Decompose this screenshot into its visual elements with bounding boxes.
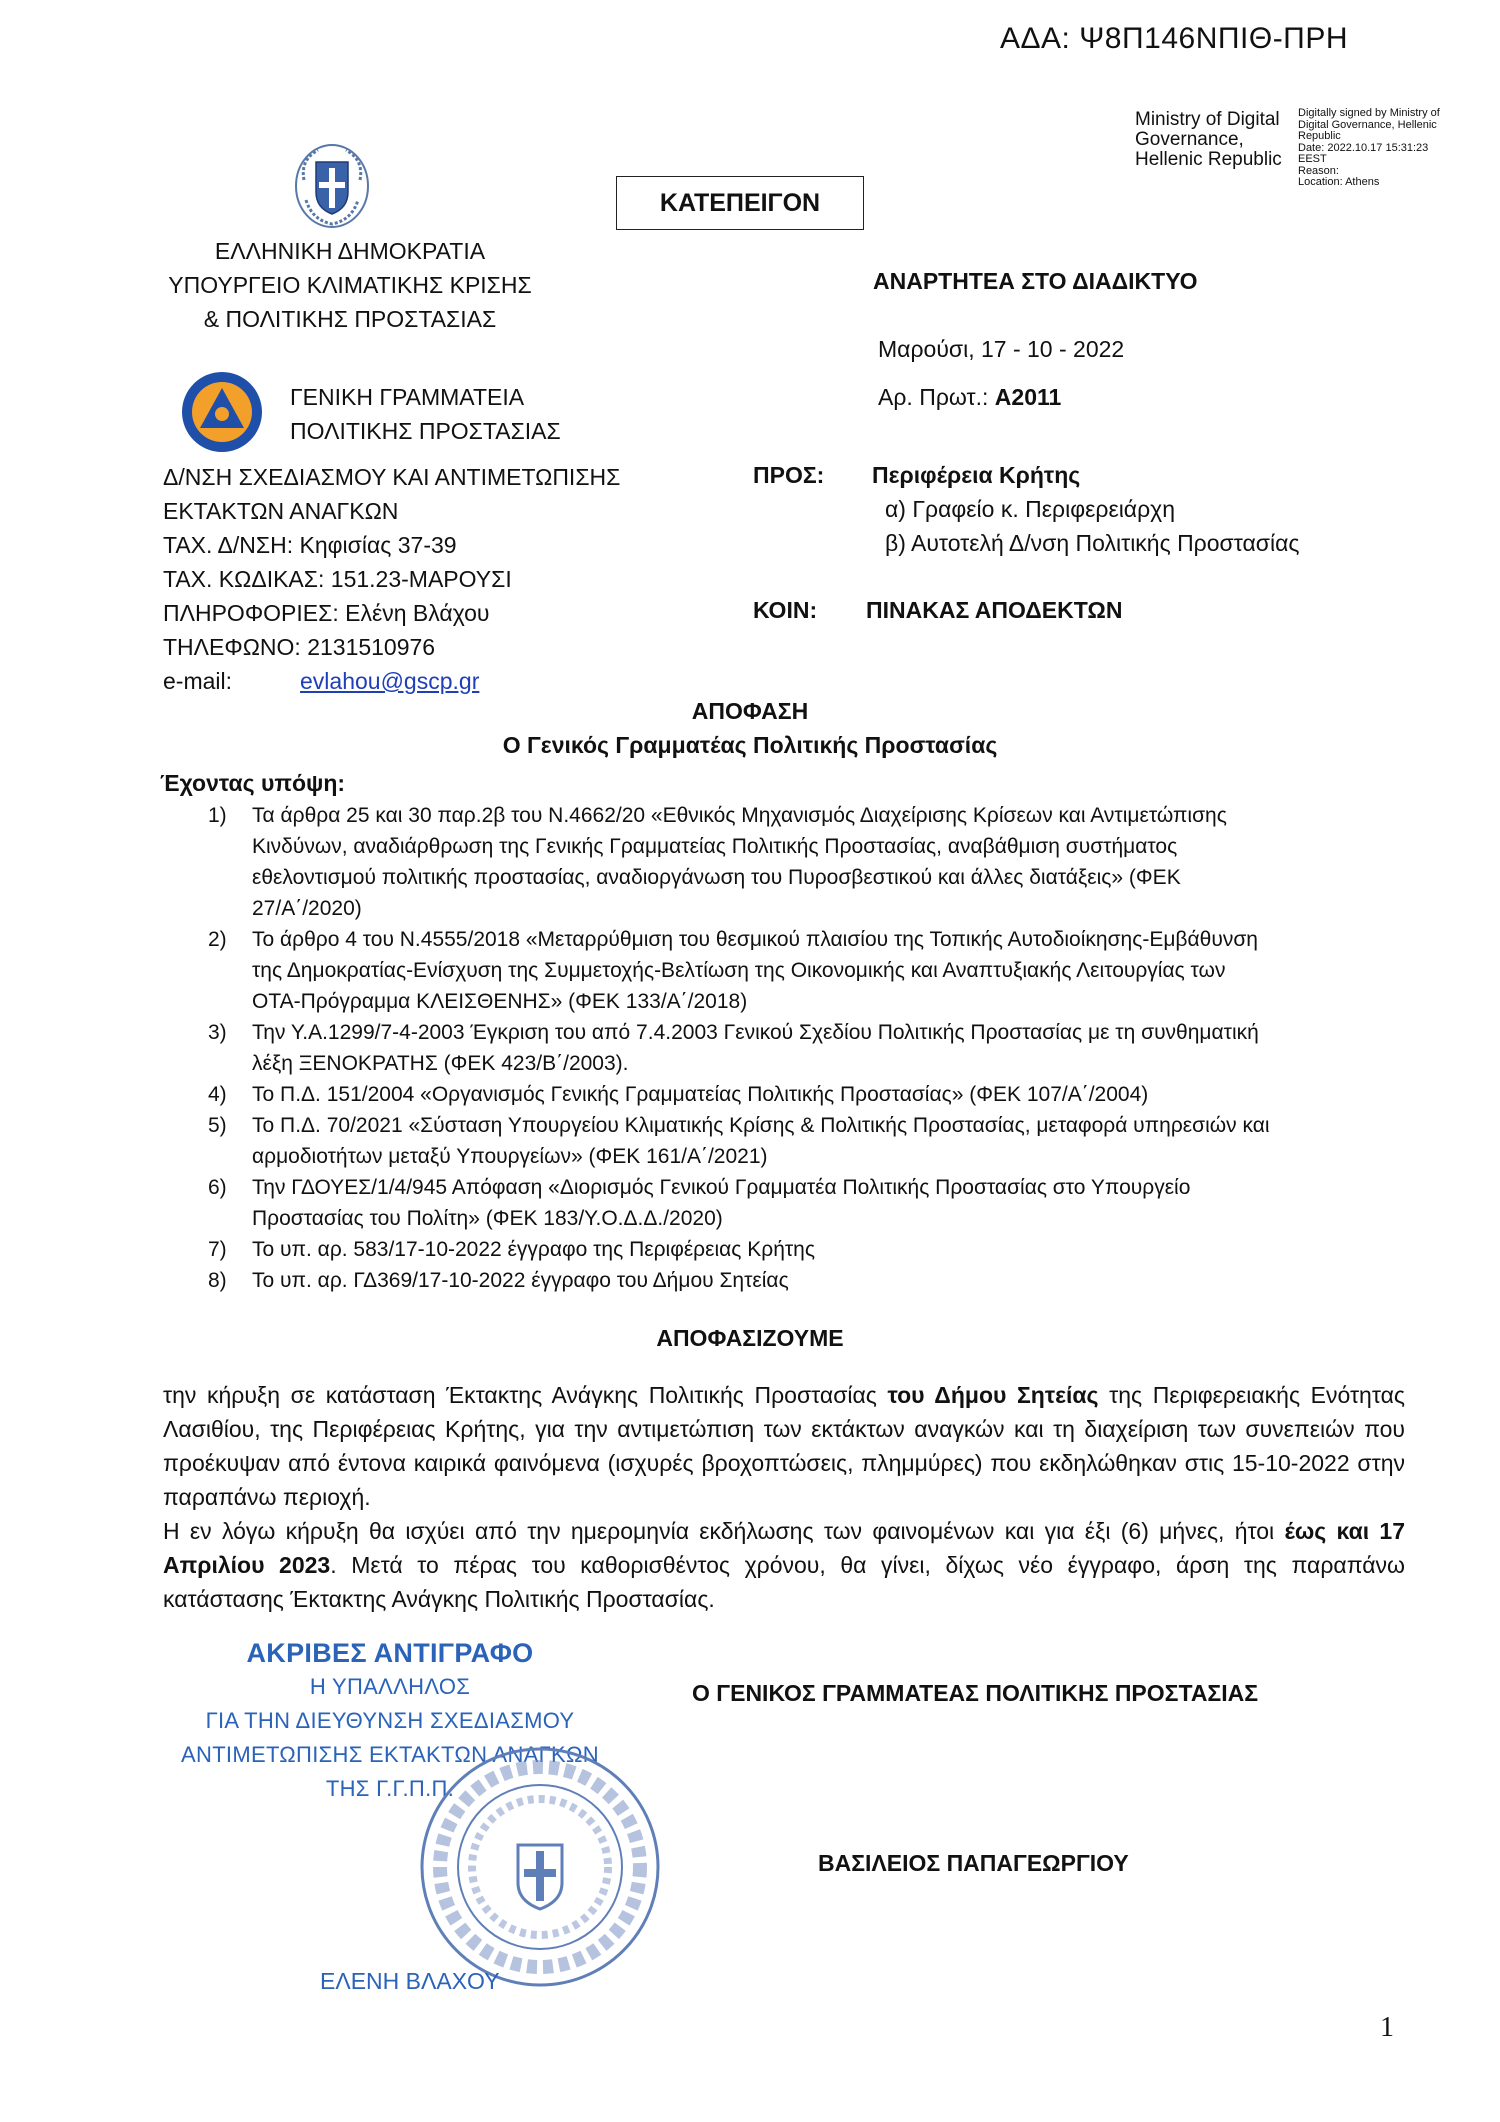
list-number: 6)	[208, 1176, 227, 1199]
to-recipient-a: α) Γραφείο κ. Περιφερειάρχη	[885, 496, 1176, 522]
to-recipient: Περιφέρεια Κρήτης	[872, 462, 1081, 488]
list-line: της Δημοκρατίας-Ενίσχυση της Συμμετοχής-Βελτίωση της Οικονομικής και Αναπτυξιακής Λειτουργίας των	[252, 959, 1226, 982]
koin-value: ΠΙΝΑΚΑΣ ΑΠΟΔΕΚΤΩΝ	[866, 597, 1123, 623]
signature-detail: Digital Governance, Hellenic	[1298, 118, 1437, 131]
signer-title: Ο ΓΕΝΙΚΟΣ ΓΡΑΜΜΑΤΕΑΣ ΠΟΛΙΤΙΚΗΣ ΠΡΟΣΤΑΣΙΑΣ	[692, 1680, 1259, 1706]
digital-signature-signer	[1135, 110, 1282, 170]
sender-line: ΤΑΧ. ΚΩΔΙΚΑΣ: 151.23-ΜΑΡΟΥΣΙ	[163, 566, 512, 592]
signer-name: ΒΑΣΙΛΕΙΟΣ ΠΑΠΑΓΕΩΡΓΙΟΥ	[818, 1850, 1129, 1876]
date-line: Μαρούσι, 17 - 10 - 2022	[878, 336, 1125, 362]
urgent-label: ΚΑΤΕΠΕΙΓΟΝ	[616, 176, 864, 230]
list-item	[160, 1265, 1410, 1296]
stamp-line: ΤΗΣ Γ.Γ.Π.Π.	[325, 1776, 455, 1801]
page-number: 1	[1380, 2012, 1394, 2043]
list-line: Το υπ. αρ. 583/17-10-2022 έγγραφο της Περιφέρειας Κρήτης	[252, 1238, 815, 1261]
list-item	[160, 1110, 1410, 1172]
signature-detail: Reason:	[1298, 164, 1339, 177]
ministry-line: ΥΠΟΥΡΓΕΙΟ ΚΛΙΜΑΤΙΚΗΣ ΚΡΙΣΗΣ	[168, 272, 532, 298]
signature-detail: Location: Athens	[1298, 176, 1380, 188]
gen-sec-line: ΠΟΛΙΤΙΚΗΣ ΠΡΟΣΤΑΣΙΑΣ	[290, 418, 561, 444]
text-run: Η εν λόγω κήρυξη θα ισχύει από την ημερομηνία εκδήλωσης των φαινομένων και για έξι (6) μήνες, ήτοι	[163, 1518, 1285, 1544]
sender-line: ΤΗΛΕΦΩΝΟ: 2131510976	[163, 634, 436, 660]
list-number: 4)	[208, 1083, 227, 1106]
sender-block	[163, 460, 620, 698]
list-line: Το Π.Δ. 70/2021 «Σύσταση Υπουργείου Κλιματικής Κρίσης & Πολιτικής Προστασίας, μεταφορά υπηρεσιών και	[252, 1114, 1270, 1137]
list-line: Κινδύνων, αναδιάρθρωση της Γενικής Γραμματείας Πολιτικής Προστασίας, αναβάθμιση συστήματος	[252, 835, 1178, 858]
stamp-line: Η ΥΠΑΛΛΗΛΟΣ	[309, 1674, 471, 1699]
signature-detail: Republic	[1298, 130, 1341, 142]
considerations-list	[160, 800, 1410, 1296]
list-number: 7)	[208, 1238, 227, 1261]
sender-line: ΤΑΧ. Δ/ΝΣΗ: Κηφισίας 37-39	[163, 532, 457, 558]
list-line: Το άρθρο 4 του Ν.4555/2018 «Μεταρρύθμιση του θεσμικού πλαισίου της Τοπικής Αυτοδιοίκησης-Εμβάθυνση	[252, 928, 1258, 951]
ministry-header	[150, 234, 550, 336]
decision-subtitle: Ο Γενικός Γραμματέας Πολιτικής Προστασίας	[502, 732, 998, 758]
text-run: . Μετά το πέρας του καθορισθέντος χρόνου, θα γίνει, δίχως νέο έγγραφο, άρση της παραπάνω κατάστασης Έκτακτης Ανάγκης Πολιτικής Προστασίας.	[163, 1552, 1405, 1612]
list-item	[160, 1234, 1410, 1265]
email-row	[163, 664, 620, 698]
signature-line: Governance,	[1135, 129, 1244, 150]
koin-label: ΚΟΙΝ:	[753, 597, 818, 623]
stamp-line: ΓΙΑ ΤΗΝ ΔΙΕΥΘΥΝΣΗ ΣΧΕΔΙΑΣΜΟΥ	[205, 1708, 575, 1733]
email-label: e-mail:	[163, 668, 233, 694]
stamp-line: ΑΝΤΙΜΕΤΩΠΙΣΗΣ ΕΚΤΑΚΤΩΝ ΑΝΑΓΚΩΝ	[181, 1742, 599, 1767]
list-item	[160, 1017, 1410, 1079]
list-line: ΟΤΑ-Πρόγραμμα ΚΛΕΙΣΘΕΝΗΣ» (ΦΕΚ 133/Α΄/2018)	[252, 990, 748, 1013]
list-number: 2)	[208, 928, 227, 951]
sender-line: ΕΚΤΑΚΤΩΝ ΑΝΑΓΚΩΝ	[163, 498, 399, 524]
text-run: της Περιφερειακής Ενότητας Λασιθίου, της Περιφέρειας Κρήτης, για την αντιμετώπιση των εκτάκτων αναγκών και τη διαχείριση των συνεπειών που προέκυψαν από έντονα καιρικά φαινόμενα (ισχυρές βροχοπτώσεις, πλημμύρες) που εκδηλώθηκαν στις 15-10-2022 στην παραπάνω περιοχή.	[163, 1382, 1405, 1510]
signature-detail: Digitally signed by Ministry of	[1298, 107, 1440, 119]
greek-coat-of-arms-icon	[292, 140, 372, 230]
sender-line: ΠΛΗΡΟΦΟΡΙΕΣ: Ελένη Βλάχου	[163, 600, 490, 626]
bold-run: του Δήμου Σητείας	[887, 1382, 1099, 1408]
decision-body	[163, 1378, 1405, 1616]
gen-sec-line: ΓΕΝΙΚΗ ΓΡΑΜΜΑΤΕΙΑ	[290, 384, 525, 410]
signature-detail: EEST	[1298, 153, 1327, 165]
to-label: ΠΡΟΣ:	[753, 462, 825, 488]
considering-heading: Έχοντας υπόψη:	[160, 770, 346, 796]
list-number: 5)	[208, 1114, 227, 1137]
stamp-signer-name: ΕΛΕΝΗ ΒΛΑΧΟΥ	[320, 1968, 500, 1994]
list-item	[160, 800, 1410, 924]
list-line: Το Π.Δ. 151/2004 «Οργανισμός Γενικής Γραμματείας Πολιτικής Προστασίας» (ΦΕΚ 107/Α΄/2004)	[252, 1083, 1149, 1106]
list-number: 8)	[208, 1269, 227, 1292]
list-line: 27/Α΄/2020)	[252, 897, 362, 920]
ministry-line: ΕΛΛΗΝΙΚΗ ΔΗΜΟΚΡΑΤΙΑ	[214, 238, 486, 264]
list-item	[160, 1079, 1410, 1110]
list-line: Την ΓΔΟΥΕΣ/1/4/945 Απόφαση «Διορισμός Γενικού Γραμματέα Πολιτικής Προστασίας στο Υπουργείο	[252, 1176, 1191, 1199]
list-line: λέξη ΞΕΝΟΚΡΑΤΗΣ (ΦΕΚ 423/Β΄/2003).	[252, 1052, 629, 1075]
list-item	[160, 1172, 1410, 1234]
list-item	[160, 924, 1410, 1017]
general-secretariat	[290, 380, 561, 448]
list-line: αρμοδιοτήτων μεταξύ Υπουργείων» (ΦΕΚ 161/Α΄/2021)	[252, 1145, 768, 1168]
decide-heading: ΑΠΟΦΑΣΙΖΟΥΜΕ	[656, 1325, 844, 1351]
decision-paragraph-1	[163, 1378, 1405, 1514]
signature-line: Ministry of Digital	[1135, 109, 1280, 130]
list-line: εθελοντισμού πολιτικής προστασίας, αναδιοργάνωση του Πυροσβεστικού και άλλες διατάξεις» (ΦΕΚ	[252, 866, 1181, 889]
email-link[interactable]: evlahou@gscp.gr	[300, 668, 480, 694]
list-line: Την Υ.Α.1299/7-4-2003 Έγκριση του από 7.4.2003 Γενικού Σχεδίου Πολιτικής Προστασίας με τη συνθηματική	[252, 1021, 1259, 1044]
to-recipient-b: β) Αυτοτελή Δ/νση Πολιτικής Προστασίας	[885, 530, 1300, 556]
decision-title: ΑΠΟΦΑΣΗ	[691, 698, 809, 724]
list-line: Προστασίας του Πολίτη» (ΦΕΚ 183/Υ.Ο.Δ.Δ./2020)	[252, 1207, 723, 1230]
list-line: Το υπ. αρ. ΓΔ369/17-10-2022 έγγραφο του Δήμου Σητείας	[252, 1269, 789, 1292]
protocol-value: Α2011	[994, 384, 1062, 410]
official-seal-icon	[418, 1745, 663, 1990]
stamp-line: ΑΚΡΙΒΕΣ ΑΝΤΙΓΡΑΦΟ	[246, 1638, 534, 1668]
ada-code: ΑΔΑ: Ψ8Π146ΝΠΙΘ-ΠΡΗ	[1000, 22, 1349, 55]
protocol-number	[878, 384, 1061, 411]
sender-line: Δ/ΝΣΗ ΣΧΕΔΙΑΣΜΟΥ ΚΑΙ ΑΝΤΙΜΕΤΩΠΙΣΗΣ	[163, 464, 621, 490]
signature-line: Hellenic Republic	[1135, 149, 1282, 170]
list-number: 3)	[208, 1021, 227, 1044]
digital-signature-details	[1298, 108, 1498, 189]
bold-run: έως και 17 Απριλίου 2023	[163, 1518, 1405, 1578]
ministry-line: & ΠΟΛΙΤΙΚΗΣ ΠΡΟΣΤΑΣΙΑΣ	[203, 306, 497, 332]
civil-protection-logo-icon	[180, 370, 264, 454]
signature-detail: Date: 2022.10.17 15:31:23	[1298, 141, 1429, 154]
list-number: 1)	[208, 804, 227, 827]
post-online-label: ΑΝΑΡΤΗΤΕΑ ΣΤΟ ΔΙΑΔΙΚΤΥΟ	[873, 268, 1198, 294]
list-line: Τα άρθρα 25 και 30 παρ.2β του Ν.4662/20 «Εθνικός Μηχανισμός Διαχείρισης Κρίσεων και Αντιμετώπισης	[252, 804, 1227, 827]
protocol-label: Αρ. Πρωτ.:	[878, 384, 995, 410]
text-run: την κήρυξη σε κατάσταση Έκτακτης Ανάγκης Πολιτικής Προστασίας	[163, 1382, 888, 1408]
decision-paragraph-2	[163, 1514, 1405, 1616]
